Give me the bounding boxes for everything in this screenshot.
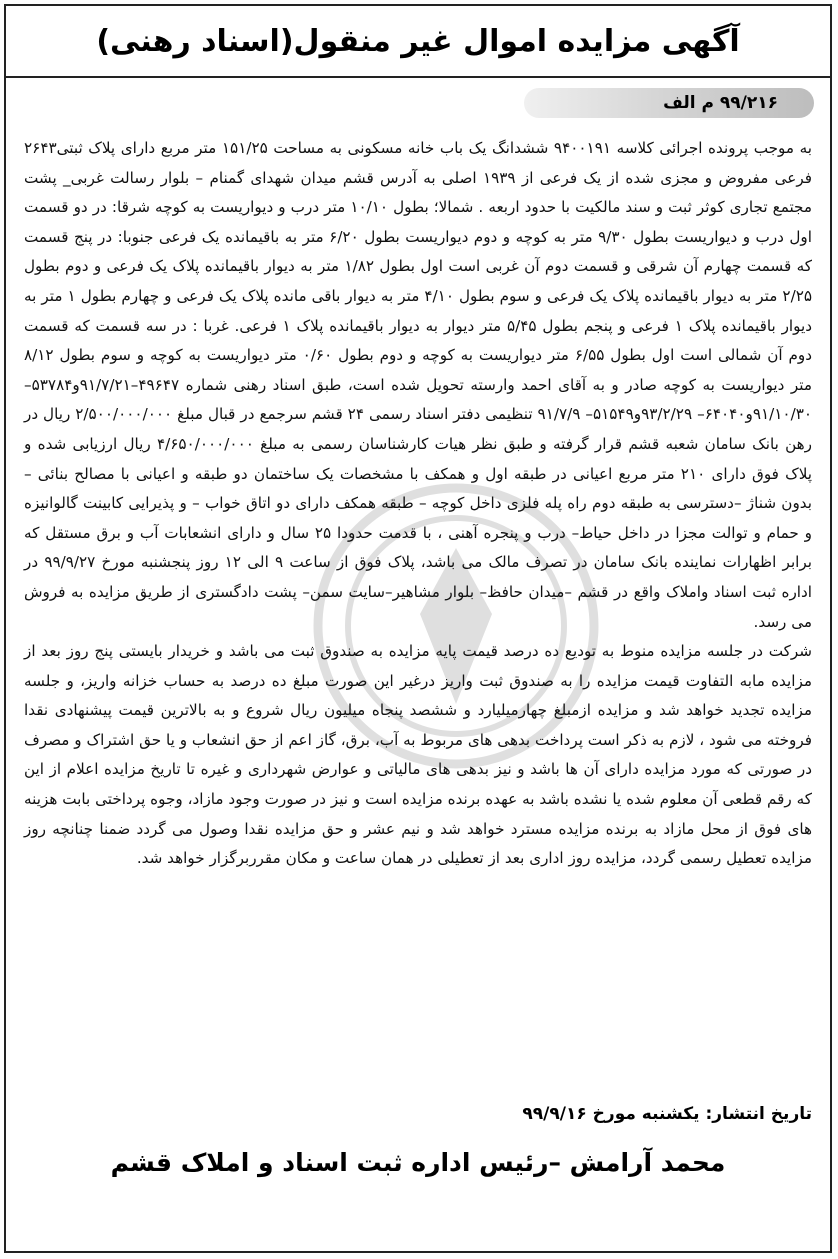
signature: محمد آرامش –رئیس اداره ثبت اسناد و املاک قشم (110, 1148, 726, 1177)
body-paragraph: شرکت در جلسه مزایده منوط به تودیع ده درصد قیمت پایه مزایده به صندوق ثبت می باشد و خریدار بایستی پنج روز بعد از مزایده مابه التفاوت قیمت مزایده را به صندوق ثبت واریز درغیر این صورت مبلغ ده درصد به حساب خزانه واریز، و جلسه مزایده تجدید خواهد شد و مزایده ازمبلغ چهارمیلیارد و ششصد پنجاه میلیون ریال شروع و به بالاترین قیمت پیشنهادی نقدا فروخته می شود ، لازم به ذکر است پرداخت بدهی های مربوط به آب، برق، گاز اعم از حق انشعاب و یا حق اشتراک و مصرف در صورتی که مورد مزایده دارای آن ها باشد و نیز بدهی های مالیاتی و عوارض شهرداری و غیره تا تاریخ مزایده اعلام از این که رقم قطعی آن معلوم شده یا نشده باشد به عهده برنده مزایده است و نیز در صورت وجود مازاد، وجوه پرداختی بابت هزینه های فوق از محل مازاد به برنده مزایده مسترد خواهد شد و نیم عشر و حق مزایده نقدا وصول می گردد ضمنا چنانچه روز مزایده تعطیل رسمی گردد، مزایده روز اداری بعد از تعطیلی در همان ساعت و مکان مقرربرگزار خواهد شد. (24, 642, 812, 868)
body-paragraph: به موجب پرونده اجرائی کلاسه ۹۴۰۰۱۹۱ ششدانگ یک باب خانه مسکونی به مساحت ۱۵۱/۲۵ متر مربع دارای پلاک ثبتی۲۶۴۳ فرعی مفروض و مجزی شده از یک فرعی از ۱۹۳۹ اصلی به آدرس قشم میدان شهدای گمنام – بلوار رسالت غربی_ پشت مجتمع تجاری کوثر ثبت و سند مالکیت با حدود اربعه . شمالا؛ بطول ۱۰/۱۰ متر درب و دیواریست به کوچه شرقا: در دو قسمت اول درب و دیواریست بطول ۹/۳۰ متر به کوچه و دوم دیواریست بطول ۶/۲۰ متر به باقیمانده یک فرعی جنوبا: در پنج قسمت که قسمت چهارم آن شرقی و قسمت دوم آن غربی است اول بطول ۱/۸۲ متر به دیوار باقیمانده پلاک یک فرعی و دوم بطول ۲/۲۵ متر به دیوار باقیمانده پلاک یک فرعی و سوم بطول ۴/۱۰ متر به دیوار باقی مانده پلاک یک فرعی و چهارم بطول ۱ متر به دیوار باقیمانده پلاک ۱ فرعی و پنجم بطول ۵/۴۵ متر دیوار به دیوار باقیمانده پلاک ۱ فرعی. غربا : در سه قسمت که قسمت دوم آن شمالی است اول بطول ۶/۵۵ متر دیواریست به کوچه و دوم بطول ۰/۶۰ متر دیواریست به کوچه و سوم بطول ۸/۱۲ متر دیواریست به کوچه صادر و به آقای احمد وارسته تحویل شده است، طبق اسناد رهنی شماره ۴۹۶۴۷–۹۱/۷/۲۱و۵۳۷۸۴–۹۱/۱۰/۳۰و۶۴۰۴۰– ۹۳/۲/۲۹و۵۱۵۴۹– ۹۱/۷/۹ تنظیمی دفتر اسناد رسمی ۲۴ قشم سرجمع در قبال مبلغ ۲/۵۰۰/۰۰۰/۰۰۰ ریال در رهن بانک سامان شعبه قشم قرار گرفته و طبق نظر هیات کارشناسان رسمی به مبلغ ۴/۶۵۰/۰۰۰/۰۰۰ ریال ارزیابی شده و پلاک فوق دارای ۲۱۰ متر مربع اعیانی در طبقه اول و همکف با مشخصات یک ساختمان دو طبقه و اعیانی با مصالح بنائی – بدون شناژ –دسترسی به طبقه دوم راه پله فلزی داخل کوچه – طبقه همکف دارای دو اتاق خواب – و پذیرایی کابینت گالوانیزه و حمام و توالت مجزا در داخل حیاط– درب و پنجره آهنی ، با قدمت حدودا ۲۵ سال و دارای انشعابات آب و برق مستقل که برابر اظهارات نماینده بانک سامان در تصرف مالک می باشد، پلاک فوق از ساعت ۹ الی ۱۲ روز پنجشنبه مورخ ۹۹/۹/۲۷ در اداره ثبت اسناد واملاک واقع در قشم –میدان حافظ– بلوار مشاهیر–سایت سمن– پشت دادگستری از طریق مزایده به فروش می رسد. (24, 139, 813, 631)
notice-title: آگهی مزایده اموال غیر منقول(اسناد رهنی) (96, 23, 740, 59)
publication-date: تاریخ انتشار: یکشنبه مورخ ۹۹/۹/۱۶ (522, 1104, 812, 1124)
reference-code: ۹۹/۲۱۶ م الف (663, 93, 778, 113)
reference-strip (524, 88, 814, 118)
notice-body (24, 134, 812, 874)
notice-frame (4, 4, 832, 1253)
title-bar (6, 6, 830, 78)
